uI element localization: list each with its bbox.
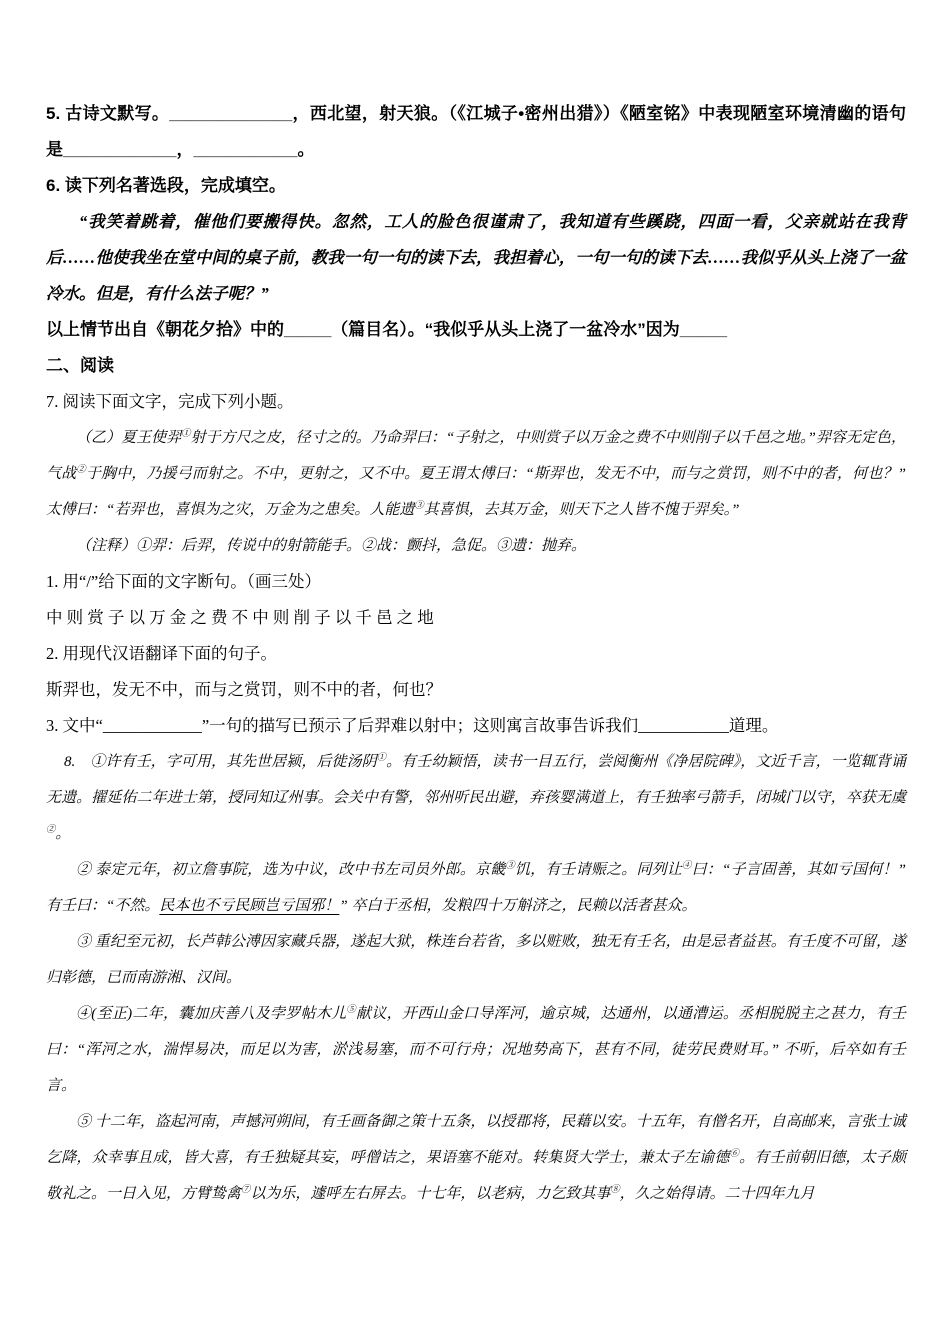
question-7-stem: 7. 阅读下面文字，完成下列小题。 [46,392,294,411]
question-8-paragraph-1: 8. ①许有壬，字可用，其先世居颍，后徙汤阴①。有壬幼颖悟，读书一目五行，尝阅衡州《净居院碑》，文近千言，一览辄背诵无遗。擢延佑二年进士第，授同知辽州事。会关中有警，邻州听民出避，弃孩婴满道上，有壬独率弓箭手，闭城门以守，卒获无虞②。 [46,753,906,842]
sentence-to-translate: 斯羿也，发无不中，而与之赏罚，则不中的者，何也？ [46,680,442,699]
passage-annotations: （注释）①羿：后羿，传说中的射箭能手。②战：颤抖，急促。③遗：抛弃。 [76,538,587,554]
sentence-to-punctuate: 中 则 赏 子 以 万 金 之 费 不 中 则 削 子 以 千 邑 之 地 [46,608,434,627]
classical-passage-yi: （乙）夏王使羿①射于方尺之皮，径寸之的。乃命羿曰：“子射之，中则赏子以万金之费不中则削子以千邑之地。”羿容无定色，气战②于胸中，乃援弓而射之。不中，更射之，又不中。夏王谓太傅曰：“斯羿也，发无不中，而与之赏罚，则不中的者，何也？”太傅曰：“若羿也，喜惧为之灾，万金为之患矣。人能遗③其喜惧，去其万金，则天下之人皆不愧于羿矣。” [46,429,906,518]
question-5-text: 5. 古诗文默写。_____________，西北望，射天狼。（《江城子•密州出猎》）《陋室铭》中表现陋室环境清幽的语句是____________，___________。 [46,104,906,159]
question-8-paragraph-2 [46,852,906,924]
sub-question-1: 1. 用“/”给下面的文字断句。（画三处） [46,572,321,591]
question-8-paragraph-5: ⑤ 十二年，盗起河南，声撼河朔间，有壬画备御之策十五条，以授郡将，民藉以安。十五年，有僧名开，自高邮来，言张士诚乞降，众幸事且成，皆大喜，有壬独疑其妄，呼僧诘之，果语塞不能对。转集贤大学士，兼太子左谕德⑥。有壬前朝旧德，太子颇敬礼之。一日入见，方臂鸷禽⑦以为乐，遽呼左右屏去。十七年，以老病，力乞致其事⑧，久之始得请。二十四年九月 [46,1114,907,1202]
paragraph-2-tail-text: ” 卒白于丞相，发粮四十万斛济之，民赖以活者甚众。 [339,898,697,914]
section-2-heading: 二、阅读 [46,356,114,375]
sub-question-3: 3. 文中“____________”一句的描写已预示了后羿难以射中；这则寓言故事告诉我们___________道理。 [46,716,779,735]
sub-question-2: 2. 用现代汉语翻译下面的句子。 [46,644,277,663]
question-6-fill-instruction: 以上情节出自《朝花夕拾》中的_____（篇目名）。“我似乎从头上浇了一盆冷水”因为_____ [46,320,728,339]
underlined-key-sentence: 民本也不亏民顾岂亏国邪！ [159,898,340,914]
question-6-excerpt: “我笑着跳着，催他们要搬得快。忽然，工人的脸色很谨肃了，我知道有些蹊跷，四面一看，父亲就站在我背后……他使我坐在堂中间的桌子前，教我一句一句的读下去，我担着心，一句一句的读下去……我似乎从头上浇了一盆冷水。但是，有什么法子呢？” [46,212,906,303]
question-8-paragraph-4: ④(至正)二年，囊加庆善八及孛罗帖木儿⑤献议，开西山金口导浑河，逾京城，达通州，以通漕运。丞相脱脱主之甚力，有壬曰：“浑河之水，湍悍易决，而足以为害，淤浅易塞，而不可行舟；况地势高下，甚有不同，徒劳民费财耳。” 不听，后卒如有壬言。 [46,1005,907,1094]
question-8-paragraph-3: ③ 重纪至元初，长芦韩公溥因家藏兵器，遂起大狱，株连台若省，多以赃败，独无有壬名，由是忌者益甚。有壬度不可留，遂归彰德，已而南游湘、汉间。 [46,934,906,986]
paragraph-2-lead-text: ② 泰定元年，初立詹事院，选为中议，改中书左司员外郎。京畿③饥，有壬请赈之。同列让④曰：“子言固善，其如亏国何！”有壬曰：“不然。 [46,861,906,914]
question-6-stem: 6. 读下列名著选段，完成填空。 [46,176,286,195]
